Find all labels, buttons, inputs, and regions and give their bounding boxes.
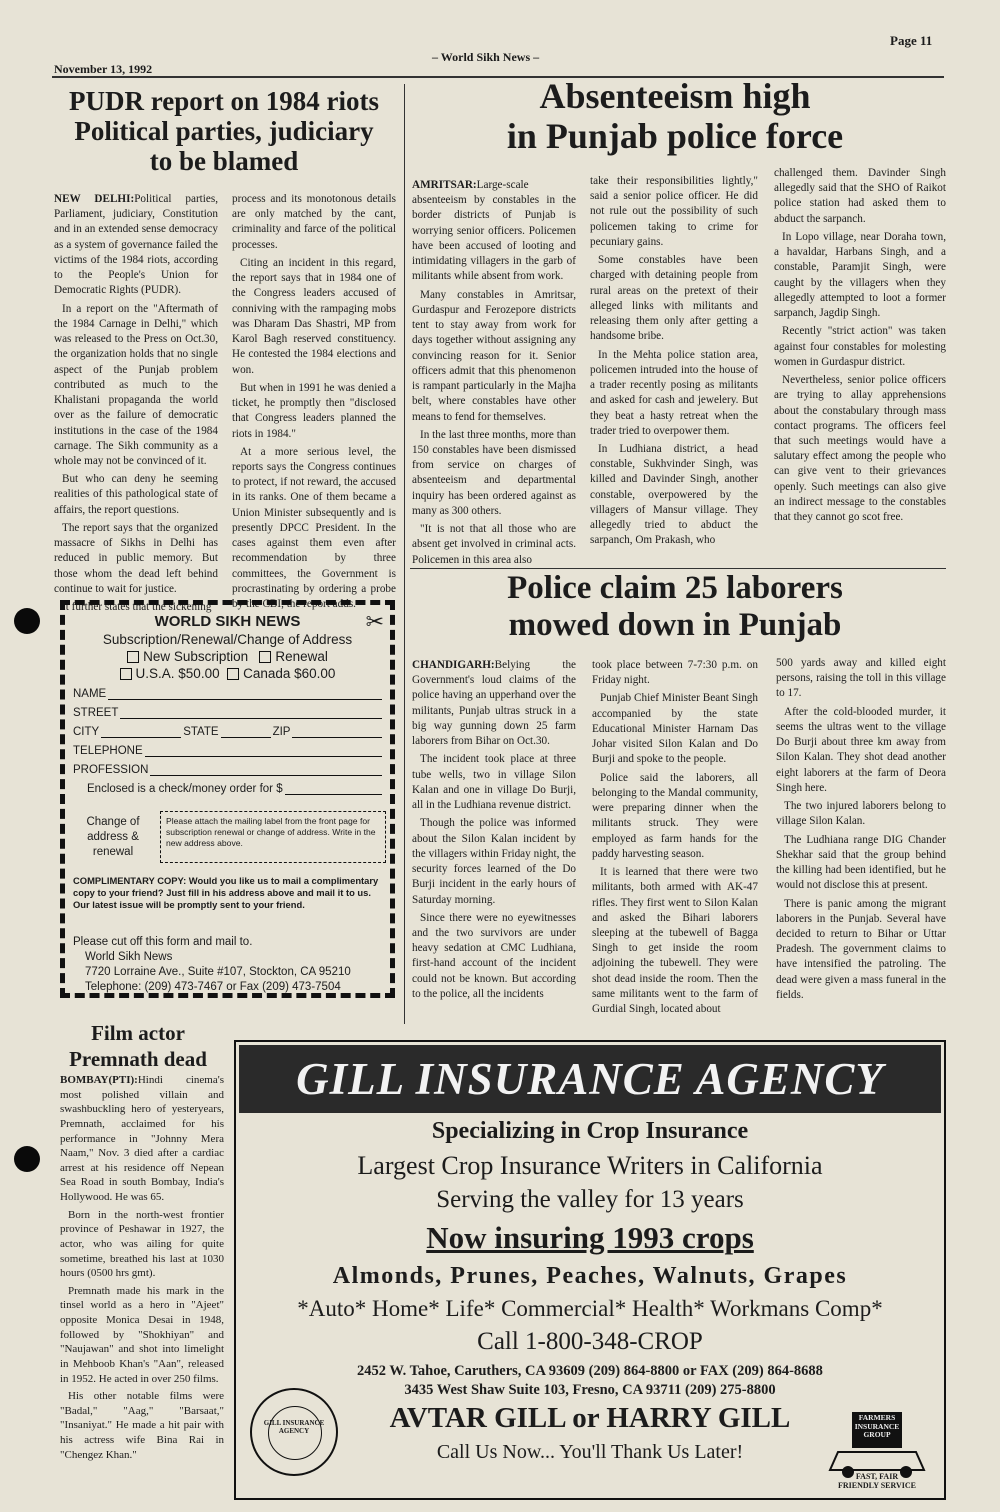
article-paragraph: Police said the laborers, all belonging to the Mandal community, were preparing dinner when the militants struck. They were employed as farm hands for the paddy harvesting season. [592,771,758,860]
article-paragraph: It further states that the sickening [62,601,212,614]
farmers-word-1: FARMERS [858,1413,896,1422]
enclosed-field[interactable] [87,780,382,795]
article-paragraph: It is learned that there were two militants, both armed with AK-47 rifles. They first went to Silon Kalan and asked the Bihari laborers sleeping at the tubewell of Bagga Singh to get inside the room adjoining the tubewell. They were shot dead inside the room. Then the same militants went to the farm of Gurdial Singh, located about [592,866,758,1016]
absent-column-2 [590,174,758,552]
ad-line-lines: *Auto* Home* Life* Commercial* Health* Workmans Comp* [297,1295,883,1321]
ad-line-largest: Largest Crop Insurance Writers in California [357,1150,823,1180]
pudr-headline-line-1: PUDR report on 1984 riots [69,86,379,116]
pudr-column-1 [54,192,218,618]
name-label: NAME [73,688,107,700]
premnath-dateline: BOMBAY(PTI): [60,1074,138,1086]
police-headline-line-1: Police claim 25 laborers [507,570,843,606]
telephone-label: TELEPHONE [73,745,143,757]
police-column-2 [592,658,758,1020]
farmers-slogan-2: FRIENDLY SERVICE [837,1481,917,1490]
article-paragraph: took place between 7-7:30 p.m. on Friday night. [592,659,758,687]
article-paragraph: Since there were no eyewitnesses and the two survivors are under heavy sedation at CMC Ludhiana, first-hand account of the incident could not be known. But according to the police, all the incidents [412,911,576,1000]
pudr-headline-line-2: Political parties, judiciary [74,116,374,147]
article-paragraph: After the cold-blooded murder, it seems the ultras went to the village Do Burji about three km away from Silon Kalan. They shot dead another eight laborers at the farm of Deora Singh here. [776,705,946,794]
article-paragraph: The Ludhiana range DIG Chander Shekhar said that the group behind the killing had been identified, but he would not disclose this at present. [776,833,946,892]
article-paragraph: In Lopo village, near Doraha town, a havaldar, Harbans Singh, and a constable, Paramjit Singh, were caught by the villagers when they allegedly attempted to loot a former sarpanch, Jagdip Singh. [774,230,946,320]
absent-c1-p0 [412,178,576,285]
city-state-zip-field[interactable] [73,723,382,738]
form-options-row-1 [65,649,390,664]
new-subscription-checkbox[interactable] [127,651,139,663]
article-paragraph: But who can deny he seeming realities of this pathological state of affairs, the report questions. [54,473,218,516]
article-paragraph: Premnath made his mark in the tinsel world as a hero in "Ajeet" opposite Monica Desai in 1948, followed by "Shokhiyan" and "Naujawan" and shot into limelight in Mehboob Khan's "Aan", released in 1952. He acted in over 250 films. [60,1284,224,1385]
name-field[interactable] [73,685,382,700]
agency-seal-logo [250,1388,338,1476]
ad-line-caruthers: 2452 W. Tahoe, Caruthers, CA 93609 (209) 864-8800 or FAX (209) 864-8688 [357,1362,823,1379]
ad-banner: GILL INSURANCE AGENCY [239,1045,941,1113]
article-paragraph: Citing an incident in this regard, the report says that in 1984 one of the Congress leaders accused of conniving with the rampaging mobs was Dharam Das Shastri, MP from Karol Bagh reserved constituency. He contested the 1984 elections and won. [232,256,396,376]
form-options-row-2 [65,666,390,681]
canada-checkbox[interactable] [227,668,239,680]
article-paragraph: Large-scale absenteeism by constables in the border districts of Punjab is worrying senior officers. Policemen have been accused of looting and intimidating villagers in the garb of militants while absent from work. [412,179,576,283]
police-c1-p0 [412,658,576,749]
absent-headline [410,76,940,157]
article-paragraph: Many constables in Amritsar, Gurdaspur and Ferozepore districts tent to stay away from work for days together without assigning any convincing reason for it. Senior officers admit that this phenomenon is rampant particularly in the Majha belt, where constables have other means to fend for themselves. [412,288,576,423]
ad-line-thanks: Call Us Now... You'll Thank Us Later! [436,1441,744,1464]
pudr-c1-p0 [54,192,218,299]
farmers-word-3: GROUP [863,1430,891,1440]
article-paragraph: In Ludhiana district, a head constable, Sukhvinder Singh, was killed and Davinder Singh, another constable, overpowered by the villagers of Mansur village. They allegedly tried to abduct the sarpanch, Om Prakash, who [590,442,758,547]
mailing-label-box[interactable]: Please attach the mailing label from the front page for subscription renewal or change of address. Write in the new address above. [160,811,386,863]
article-paragraph: Hindi cinema's most polished villain and swashbuckling hero of yesteryears, Premnath, acclaimed for his performance in "Johnny Mera Naam," Nov. 3 died after a cardiac arrest at his residence off Nepean Sea Road in south Bombay, India's Hollywood. He was 65. [60,1074,224,1203]
ad-line-crop: Specializing in Crop Insurance [431,1118,749,1144]
punch-hole-bottom [14,1146,40,1172]
form-subtitle: Subscription/Renewal/Change of Address [102,632,353,647]
article-paragraph: His other notable films were "Badal," "Aag," "Barsaat," "Insaniyat." He made a hit pair with his actress wife Bina Rai in "Chengez Khan." [60,1390,224,1461]
gill-insurance-ad [234,1040,946,1500]
farmers-insurance-logo [822,1412,932,1490]
page-number: Page 11 [890,33,933,48]
canada-label: Canada $60.00 [243,666,336,681]
ad-line-names: AVTAR GILL or HARRY GILL [389,1402,791,1435]
absent-dateline: AMRITSAR: [412,179,477,191]
police-column-1 [412,658,576,1005]
state-label: STATE [183,726,219,738]
issue-date: November 13, 1992 [54,62,153,76]
article-paragraph: Punjab Chief Minister Beant Singh accompanied by the state Educational Minister Harnam Das Johar visited Silon Kalan and Do Burji and spoke to the people. [592,692,758,766]
premnath-headline [54,1022,222,1071]
ad-line-phone: Call 1-800-348-CROP [477,1327,703,1355]
renewal-checkbox[interactable] [259,651,271,663]
profession-label: PROFESSION [73,764,149,776]
ad-line-1993: Now insuring 1993 crops [426,1219,754,1255]
profession-field[interactable] [73,761,382,776]
absent-column-1 [412,178,576,571]
column-divider [404,84,405,1024]
premnath-article [60,1073,224,1465]
article-paragraph: In the Mehta police station area, policemen intruded into the house of a trader recently posing as militants and asked for cash and jewelery. But they beat a hasty retreat when the trader tried to overpower them. [590,348,758,437]
farmers-slogan-1: FAST, FAIR [855,1472,899,1481]
article-paragraph: In the last three months, more than 150 constables have been dismissed from service on charges of absenteeism and departmental inquiry has been ordered against as many as 300 others. [412,428,576,517]
ad-line-serving: Serving the valley for 13 years [436,1185,744,1213]
subscription-form[interactable] [60,600,395,998]
article-paragraph: Political parties, Parliament, judiciary, Constitution and in an extended sense democracy as a system of governance failed the victims of the 1984 riots, according to the People's Union for Democratic Rights (PUDR). [54,193,218,297]
article-paragraph: At a more serious level, the reports says the Congress continues to protect, if not reward, the accused in its ranks. One of them became a Union Minister subsequently and is presently DPCC President. In the cases against them even after recommendation by three committees, the Government is procrastinating by ordering a probe by the CBI, the report adds. [232,445,396,611]
police-headline-line-2: mowed down in Punjab [508,606,842,643]
article-paragraph: There is panic among the migrant laborers in the Punjab. Several have decided to return to Bihar or Uttar Pradesh. The government claims to have intensified the patroling. The dead were given a mass funeral in the fields. [776,897,946,1001]
article-paragraph: The two injured laborers belong to village Silon Kalan. [776,800,946,828]
complimentary-copy-note: COMPLIMENTARY COPY: Would you like us to mail a complimentary copy to your friend? Just fill in his address above and mail it to us. Our latest issue will be promptly sent to your friend. [73,875,379,911]
city-label: CITY [73,726,100,738]
scissors-icon: ✂ [365,609,384,634]
pudr-headline-line-3: to be blamed [149,146,299,177]
absent-column-3 [774,166,946,528]
article-paragraph: "It is not that all those who are absent get involved in criminal acts. Policemen in this area also [412,523,576,566]
usa-checkbox[interactable] [120,668,132,680]
ad-line-crops: Almonds, Prunes, Peaches, Walnuts, Grapes [332,1263,848,1290]
article-paragraph: Born in the north-west frontier province of Peshawar in 1927, the actor, who was ailing for quite sometime, breathed his last at 1030 hours (0500 hrs gmt). [60,1208,224,1280]
article-paragraph: Belying the Government's loud claims of the police having an upperhand over the militants, Punjab ultras struck in a big way gunning down 25 farm laborers from Bihar on Oct.30. [412,659,576,748]
article-paragraph: Recently "strict action" was taken against four constables for molesting women in Gurdaspur district. [774,325,946,368]
premnath-p0 [60,1073,224,1205]
renewal-label: Renewal [275,649,328,664]
telephone-field[interactable] [73,742,382,757]
form-title: WORLD SIKH NEWS [154,613,301,630]
mail-org: World Sikh News [85,950,173,963]
absent-headline-line-2: in Punjab police force [506,116,844,157]
police-headline [420,570,930,644]
street-field[interactable] [73,704,382,719]
article-paragraph: Though the police was informed about the Silon Kalan incident by the villagers within Friday night, the security forces learned of the Do Burji incident in the early hours of Saturday morning. [412,817,576,906]
article-paragraph: Some constables have been charged with detaining people from rural areas on the pretext of their alleged links with militants and releasing them only after getting a handsome bribe. [590,254,758,343]
pudr-column-2 [232,192,396,615]
change-of-address-label: Change of address & renewal [86,816,140,858]
article-paragraph: challenged them. Davinder Singh allegedly said that the SHO of Raikot police station had asked them to abduct the sarpanch. [774,167,946,225]
article-paragraph: The incident took place at three tube wells, two in village Silon Kalan and one in village Do Burji, all in the Ludhiana revenue district. [412,753,576,812]
article-paragraph: process and its monotonous details are only matched by the cant, criminality and farce of the political processes. [232,193,396,251]
mail-phone: Telephone: (209) 473-7467 or Fax (209) 473-7504 [85,980,341,993]
article-paragraph: The report says that the organized massacre of Sikhs in Delhi has reduced in public memory. But those whom the dead left behind continue to wait for justice. [54,521,218,595]
punch-hole-top [14,608,40,634]
ad-line-fresno: 3435 West Shaw Suite 103, Fresno, CA 93711 (209) 275-8800 [404,1381,776,1398]
pudr-dateline: NEW DELHI: [54,193,135,205]
police-column-3 [776,656,946,1006]
farmers-word-2: INSURANCE [854,1421,900,1431]
usa-label: U.S.A. $50.00 [135,666,220,681]
paper-name: – World Sikh News – [432,50,540,64]
farmers-shield [852,1412,902,1448]
absent-headline-line-1: Absenteeism high [539,76,811,116]
article-paragraph: 500 yards away and killed eight persons, raising the toll in this village to 17. [776,657,946,700]
mail-instruction: Please cut off this form and mail to. [73,936,253,948]
pudr-headline [48,86,400,177]
new-subscription-label: New Subscription [143,649,249,664]
zip-label: ZIP [272,726,291,738]
police-dateline: CHANDIGARH: [412,659,495,671]
enclosed-label: Enclosed is a check/money order for $ [87,783,283,795]
premnath-headline-line-1: Film actor [91,1021,185,1045]
section-rule [410,568,946,569]
article-paragraph: take their responsibilities lightly," said a senior police officer. He did not rule out the possibility of such policemen taking to crime for pecuniary gains. [590,175,758,248]
article-paragraph: But when in 1991 he was denied a ticket, he promptly then "disclosed that Congress leaders planned the riots in 1984." [232,381,396,440]
mail-street: 7720 Lorraine Ave., Suite #107, Stockton, CA 95210 [85,965,351,978]
street-label: STREET [73,707,119,719]
mail-to-address [73,935,388,995]
article-paragraph: Nevertheless, senior police officers are trying to allay apprehensions about the constabulary through mass contact programs. The officers feel that such meetings would have a salutary effect among the people who can give vent to their grievances openly. Such meetings can also give an indirect message to the constables that they cannot go scot free. [774,374,946,524]
premnath-headline-line-2: Premnath dead [69,1046,207,1071]
seal-text: GILL INSURANCE AGENCY [263,1419,325,1435]
article-paragraph: In a report on the "Aftermath of the 1984 Carnage in Delhi," which was released to the Press on Oct.30, the organization holds that no single aspect of the Punjab problem contributed as much to the Khalistani propaganda the world over as the failure of democratic institutions in the case of the 1984 carnage. The Sikh community as a whole may not be convinced of it. [54,302,218,467]
